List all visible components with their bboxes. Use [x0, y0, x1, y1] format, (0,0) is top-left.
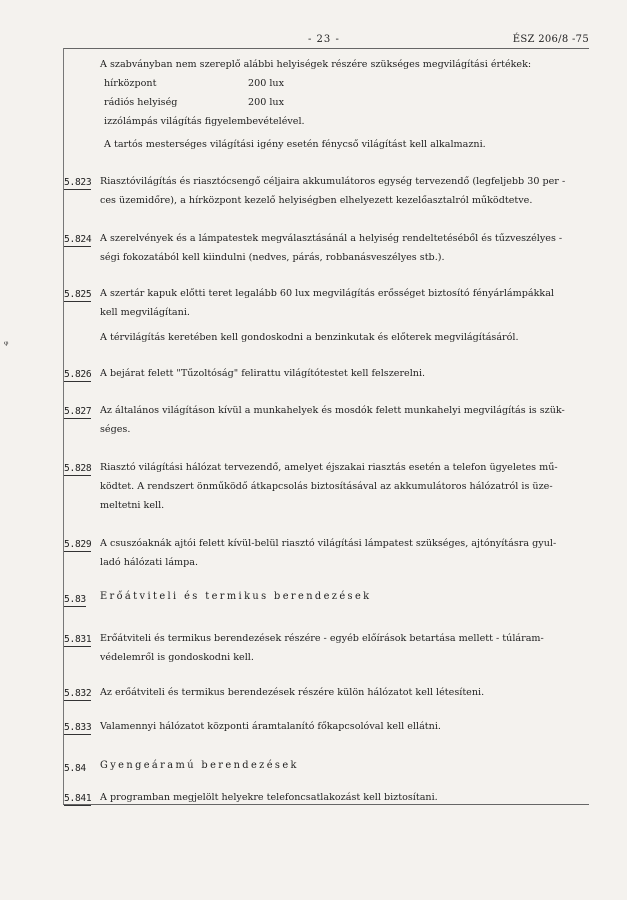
- section-text: [100, 364, 582, 383]
- header-rule: [63, 48, 589, 49]
- heading-number: 5.83: [64, 594, 86, 605]
- section-text: [100, 284, 582, 347]
- section-heading: Gyengeáramú berendezések: [100, 760, 299, 771]
- section-number: 5.832: [64, 688, 92, 699]
- section-number: 5.841: [64, 793, 92, 804]
- section-number: 5.831: [64, 634, 92, 645]
- section-number: 5.825: [64, 289, 92, 300]
- text-line: ködtet. A rendszert önműködő átkapcsolás biztosításával az akkumulátoros hálózatról is üze-: [100, 481, 553, 492]
- intro-row-label-2: rádiós helyiség: [104, 97, 178, 108]
- section-heading: Erőátviteli és termikus berendezések: [100, 591, 372, 602]
- text-line: kell megvilágítani.: [100, 307, 190, 318]
- section-text: [100, 229, 582, 267]
- footer-rule: [63, 804, 589, 805]
- heading-number: 5.84: [64, 763, 86, 774]
- section-number: 5.827: [64, 406, 92, 417]
- section-text: [100, 172, 582, 210]
- text-line: séges.: [100, 424, 131, 435]
- section-text: [100, 401, 582, 439]
- intro-row-label-1: hírközpont: [104, 78, 157, 89]
- page-number: - 23 -: [308, 34, 340, 45]
- text-line: A térvilágítás keretében kell gondoskodni a benzinkutak és előterek megvilágításáról.: [100, 332, 519, 343]
- intro-row-value-1: 200 lux: [248, 78, 285, 89]
- text-line: A csuszóaknák ajtói felett kívül-belül riasztó világítási lámpatest szükséges, ajtónyításra gyul-: [100, 538, 557, 549]
- section-number: 5.829: [64, 539, 92, 550]
- margin-mark: ᵠ: [4, 340, 9, 351]
- text-line: meltetni kell.: [100, 500, 165, 511]
- section-number: 5.824: [64, 234, 92, 245]
- intro-line-5: A tartós mesterséges világítási igény esetén fénycső világítást kell alkalmazni.: [104, 139, 486, 150]
- section-number: 5.823: [64, 177, 92, 188]
- intro-line-1: A szabványban nem szereplő alábbi helyiségek részére szükséges megvilágítási értékek:: [100, 59, 532, 70]
- section-number: 5.826: [64, 369, 92, 380]
- section-text: [100, 458, 582, 515]
- text-line: védelemről is gondoskodni kell.: [100, 652, 254, 663]
- document-code: ÉSZ 206/8 -75: [512, 34, 589, 45]
- text-line: Erőátviteli és termikus berendezések részére - egyéb előírások betartása mellett - túláram-: [100, 633, 544, 644]
- text-line: Riasztó világítási hálózat tervezendő, amelyet éjszakai riasztás esetén a telefon ügyeletes mű-: [100, 462, 558, 473]
- section-text: [100, 534, 582, 572]
- text-line: Az erőátviteli és termikus berendezések részére külön hálózatot kell létesíteni.: [100, 687, 485, 698]
- section-text: [100, 629, 582, 667]
- text-line: ces üzemidőre), a hírközpont kezelő helyiségben elhelyezett kezelőasztalról működtetve.: [100, 195, 533, 206]
- text-line: A szertár kapuk előtti teret legalább 60 lux megvilágítás erősséget biztosító fényárlámpákkal: [100, 288, 554, 299]
- intro-row-value-2: 200 lux: [248, 97, 285, 108]
- text-line: A programban megjelölt helyekre telefoncsatlakozást kell biztosítani.: [100, 792, 438, 803]
- text-line: Az általános világításon kívül a munkahelyek és mosdók felett munkahelyi megvilágítás is szük-: [100, 405, 565, 416]
- section-number: 5.833: [64, 722, 92, 733]
- section-number: 5.828: [64, 463, 92, 474]
- text-line: ladó hálózati lámpa.: [100, 557, 199, 568]
- section-text: [100, 683, 582, 702]
- text-line: A szerelvények és a lámpatestek megválasztásánál a helyiség rendeltetéséből és tűzveszélyes -: [100, 233, 563, 244]
- intro-line-4: izzólámpás világítás figyelembevételével.: [104, 116, 305, 127]
- text-line: Riasztóvilágítás és riasztócsengő céljaira akkumulátoros egység tervezendő (legfeljebb 30 per -: [100, 176, 566, 187]
- text-line: ségi fokozatából kell kiindulni (nedves, párás, robbanásveszélyes stb.).: [100, 252, 445, 263]
- text-line: Valamennyi hálózatot központi áramtalanító főkapcsolóval kell ellátni.: [100, 721, 441, 732]
- section-text: [100, 717, 582, 736]
- text-line: A bejárat felett "Tűzoltóság" felirattu világítótestet kell felszerelni.: [100, 368, 426, 379]
